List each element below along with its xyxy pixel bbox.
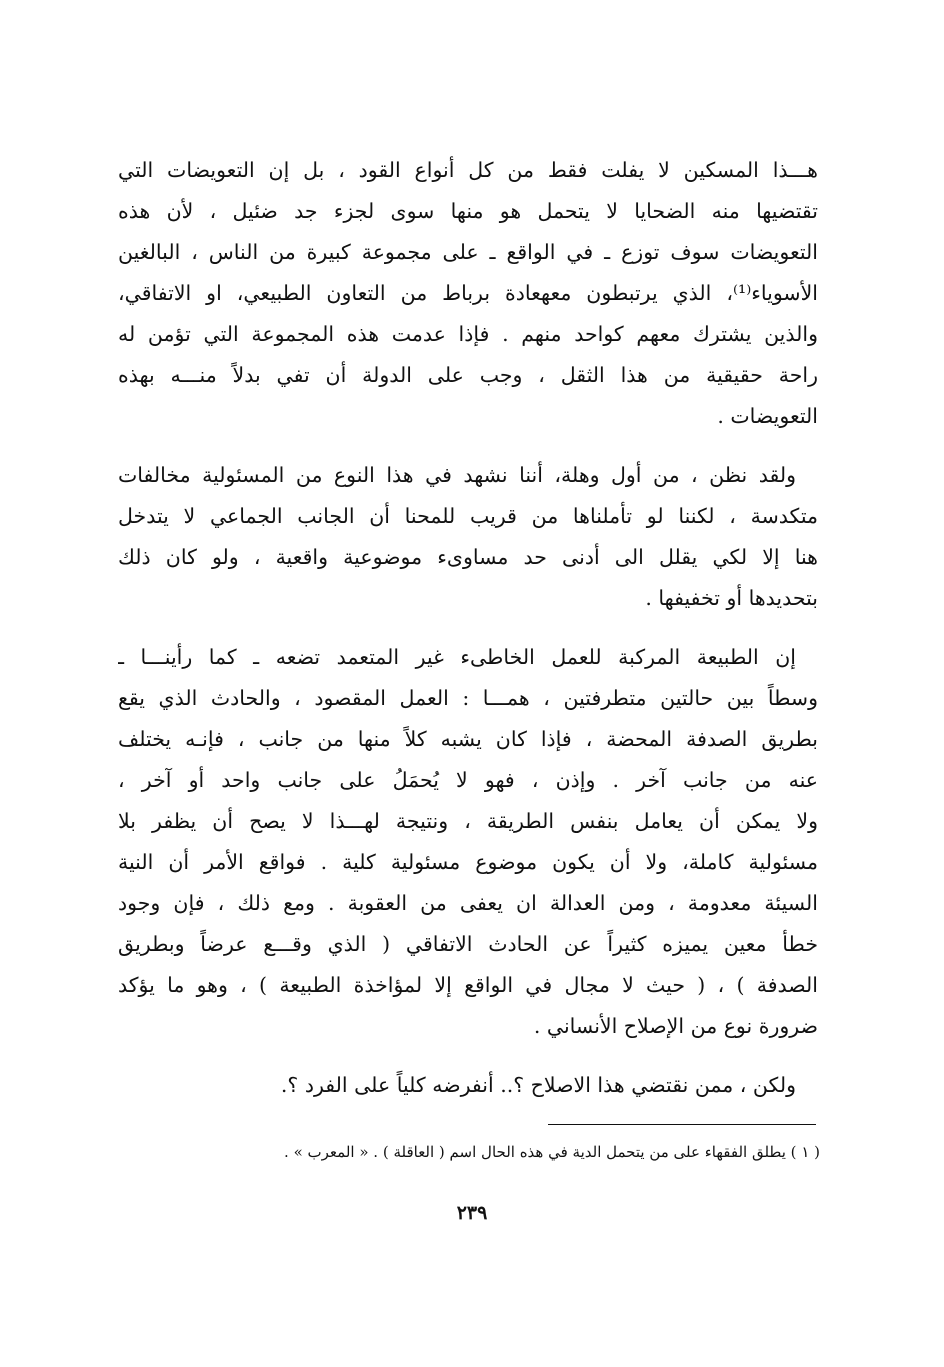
text-line: التعويضات . xyxy=(717,404,818,428)
page-number: ٢٣٩ xyxy=(456,1202,488,1224)
text-line: خطأ معين يميزه كثيراً عن الحادث الاتفاقي ( الذي وقـــع عرضاً وبطريق xyxy=(118,932,818,956)
text-line: ولا يمكن أن يعامل بنفس الطريقة ، ونتيجة لهـــذا لا يصح أن يظفر بلا xyxy=(118,809,818,833)
text-line: عنه من جانب آخر . وإذن ، فهو لا يُحمَلُ على جانب واحد أو آخر ، xyxy=(118,768,818,792)
text-line: ضرورة نوع من الإصلاح الأنساني . xyxy=(533,1014,818,1038)
text-line: الصدفة ) ، ( حيث لا مجال في الواقع إلا لمؤاخذة الطبيعة ) ، وهو ما يؤكد xyxy=(118,973,818,997)
paragraph-gap xyxy=(118,1047,818,1065)
text-line: بطريق الصدفة المحضة ، فإذا كان يشبه كلاً منها من جانب ، فإنـه يختلف xyxy=(118,727,818,751)
paragraph-2 xyxy=(118,455,818,619)
text-line: هنا إلا لكي يقلل الى أدنى حد مساوىء موضوعية واقعية ، ولو كان ذلك xyxy=(118,545,818,569)
text-line: تقتضيها منه الضحايا لا يتحمل هو منها سوى لجزء جد ضئيل ، لأن هذه xyxy=(118,199,818,223)
footnote: ( ۱ ) يطلق الفقهاء على من يتحمل الدية في هذه الحال اسم ( العاقلة ) . « المعرب » . xyxy=(284,1143,820,1161)
paragraph-1 xyxy=(118,150,818,437)
text-line: ولقد نظن ، من أول وهلة، أننا نشهد في هذا النوع من المسئولية مخالفات xyxy=(118,463,796,487)
paragraph-gap xyxy=(118,437,818,455)
paragraph-gap xyxy=(118,619,818,637)
text-line: هـــذا المسكين لا يفلت فقط من كل أنواع القود ، بل إن التعويضات التي xyxy=(118,158,818,182)
footnote-divider xyxy=(548,1124,816,1125)
text-line: بتحديدها أو تخفيفها . xyxy=(645,586,818,610)
text-line: والذين يشترك معهم كواحد منهم . فإذا عدمت هذه المجموعة التي تؤمن له xyxy=(118,322,818,346)
paragraph-4 xyxy=(118,1065,818,1106)
paragraph-3 xyxy=(118,637,818,1047)
text-line: ولكن ، ممن نقتضي هذا الاصلاح ؟.. أنفرضه كلياً على الفرد ؟. xyxy=(280,1073,796,1097)
page-body xyxy=(118,150,818,1106)
text-line: الأسوياء⁽¹⁾، الذي يرتبطون معهعادة برباط من التعاون الطبيعي، او الاتفاقي، xyxy=(118,281,818,305)
text-line: السيئة معدومة ، ومن العدالة ان يعفى من العقوبة . ومع ذلك ، فإن وجود xyxy=(118,891,818,915)
text-line: التعويضات سوف توزع ـ في الواقع ـ على مجموعة كبيرة من الناس ، البالغين xyxy=(118,240,818,264)
text-line: إن الطبيعة المركبة للعمل الخاطىء غير المتعمد تضعه ـ كما رأينـــا ـ xyxy=(118,645,796,669)
text-line: متكدسة ، لكننا لو تأملناها من قريب للمحنا أن الجانب الجماعي لا يتدخل xyxy=(118,504,818,528)
text-line: راحة حقيقية من هذا الثقل ، وجب على الدولة أن تفي بدلاً منـــه بهذه xyxy=(118,363,818,387)
text-line: وسطاً بين حالتين متطرفتين ، همـــا : العمل المقصود ، والحادث الذي يقع xyxy=(118,686,818,710)
text-line: مسئولية كاملة، ولا أن يكون موضوع مسئولية كلية . فواقع الأمر أن النية xyxy=(118,850,818,874)
